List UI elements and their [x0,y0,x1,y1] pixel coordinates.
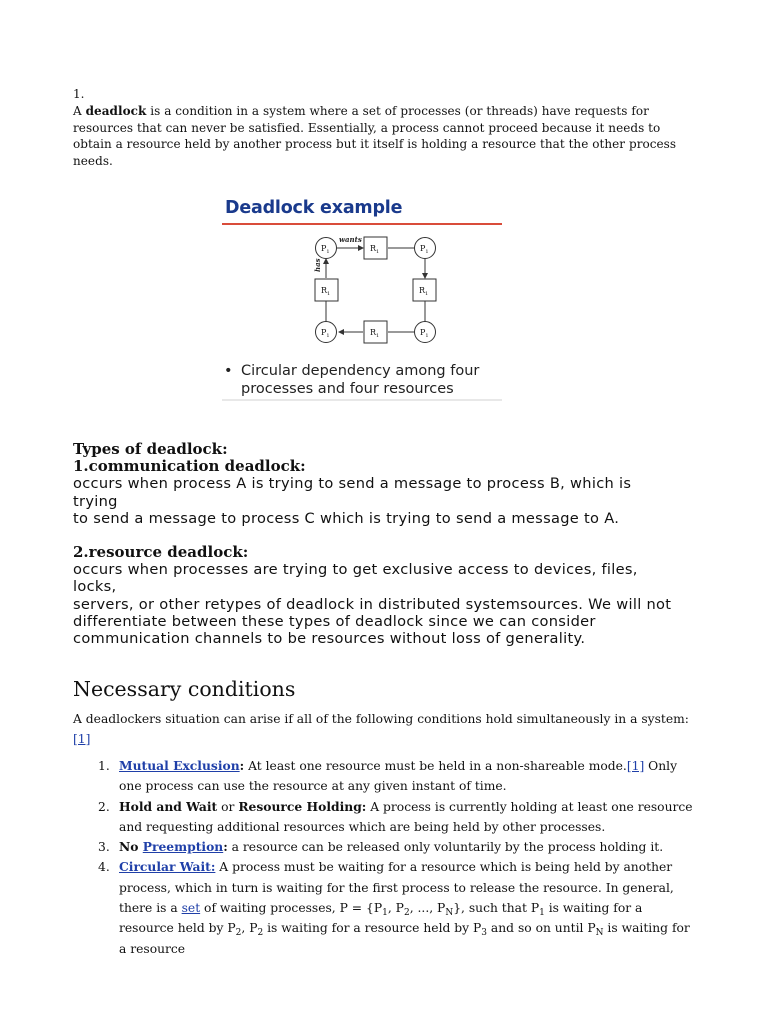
types-line: occurs when process A is trying to send a message to process B, which is [73,475,632,493]
figure-caption-text [241,362,507,398]
colon: : [239,758,245,773]
deadlock-example-figure [222,196,504,404]
figure-title: Deadlock example [225,198,403,218]
condition-text: is waiting for a resource held by P [263,921,482,936]
condition-text: , ..., P [409,901,446,916]
resource-node-bottom [364,321,387,343]
types-line: servers, or other retypes of deadlock in distributed systemsources. We will not [73,595,672,613]
or-text: or [217,799,239,814]
list-number: 4. [98,860,110,875]
svg-text:R1: $R_1$ [419,286,429,297]
deadlock-term: deadlock [85,103,147,118]
condition-text: , P [241,921,258,936]
subscript: 1 [539,908,545,919]
conditions-list [98,756,698,959]
subscript: 2 [235,928,242,939]
hold-and-wait-term: Hold and Wait [119,798,218,814]
bullet-dot: • [224,363,233,379]
process-node-bottom-right [415,322,436,343]
figure-title-underline [222,223,502,225]
list-number: 2. [98,799,110,814]
citation-link[interactable]: [1] [626,759,645,773]
nc-intro-text: A deadlockers situation can arise if all of the following conditions hold simultaneously in a system: [73,712,689,726]
types-of-deadlock-section [73,441,713,647]
preemption-link[interactable]: Preemption [142,839,224,855]
intro-text: is a condition in a system where a set of processes (or threads) have requests for resources that can never be satisfied. Essentially, a process cannot proceed because it needs to obtain a resource held by another process but it itself is holding a resource that the other process needs. [73,103,677,169]
subscript: 3 [481,928,488,939]
label-has: has [313,258,322,272]
section-gap [73,527,713,544]
condition-text: is waiting for a resource [119,921,690,956]
types-line: trying [73,492,118,510]
resource-node-top [364,237,387,259]
process-node-top-left [316,238,337,259]
condition-item-mutual-exclusion [98,756,698,797]
no-term: No [119,839,143,855]
condition-text: a resource can be released only voluntarily by the process holding it. [227,840,664,855]
condition-text: , P [387,901,404,916]
condition-item-circular-wait [98,857,698,958]
condition-text: }, such that P [453,901,540,916]
resource-holding-term: Resource Holding: [238,798,367,814]
necessary-conditions-title: Necessary conditions [73,677,296,701]
subscript: 1 [382,908,388,919]
svg-text:P1: $P_1$ [420,328,429,339]
label-wants: wants [339,235,362,244]
svg-text:P1: $P_1$ [420,244,429,255]
condition-text: At least one resource must be held in a non-shareable mode. [244,759,627,773]
condition-text: A process is currently holding at least one resource and requesting additional resources which are being held by other processes. [119,799,693,834]
resource-node-left [315,279,338,301]
figure-bottom-rule [222,399,502,401]
condition-text: and so on until P [487,921,596,936]
deadlock-diagram [222,226,504,360]
types-line: locks, [73,578,117,596]
types-line: communication channels to be resources without loss of generality. [73,630,586,648]
caption-line: processes and four resources [241,381,454,397]
intro-pre: A [73,103,86,118]
subscript: N [445,908,454,919]
svg-text:R1: $R_1$ [370,244,380,255]
condition-item-hold-and-wait [98,797,698,838]
resource-node-right [413,279,436,301]
process-node-bottom-left [316,322,337,343]
necessary-conditions-intro [73,709,703,749]
condition-text: Only one process can use the resource at any given instant of time. [119,759,678,794]
citation-link[interactable]: [1] [73,732,91,746]
process-node-top-right [415,238,436,259]
types-line: occurs when processes are trying to get exclusive access to devices, files, [73,561,638,579]
condition-item-no-preemption [98,837,698,857]
colon: : [223,839,228,855]
subscript: 2 [403,908,410,919]
condition-text: of waiting processes, P = {P [200,901,383,916]
condition-text: A process must be waiting for a resource which is being held by another process, which in turn is waiting for the first process to release the resource. In general, there is a [119,860,674,916]
types-line: differentiate between these types of deadlock since we can consider [73,612,596,630]
communication-deadlock-heading: 1.communication deadlock: [73,457,306,476]
subscript: N [595,928,604,939]
intro-section [73,86,683,170]
svg-text:R1: $R_1$ [321,286,331,297]
resource-deadlock-heading: 2.resource deadlock: [73,543,249,562]
caption-line: Circular dependency among four [241,363,480,379]
svg-text:P1: $P_1$ [321,244,330,255]
intro-paragraph [73,103,683,170]
svg-text:P1: $P_1$ [321,328,330,339]
list-number: 1. [98,759,110,773]
subscript: 2 [257,928,264,939]
mutual-exclusion-link[interactable]: Mutual Exclusion [119,758,240,773]
set-link[interactable]: set [181,901,201,916]
svg-text:R1: $R_1$ [370,328,380,339]
intro-number: 1. [73,87,85,101]
list-number: 3. [98,840,110,855]
types-line: to send a message to process C which is trying to send a message to A. [73,509,620,527]
types-heading: Types of deadlock: [73,440,228,458]
condition-text: is waiting for a resource held by P [119,901,643,936]
circular-wait-link[interactable]: Circular Wait: [119,859,216,875]
